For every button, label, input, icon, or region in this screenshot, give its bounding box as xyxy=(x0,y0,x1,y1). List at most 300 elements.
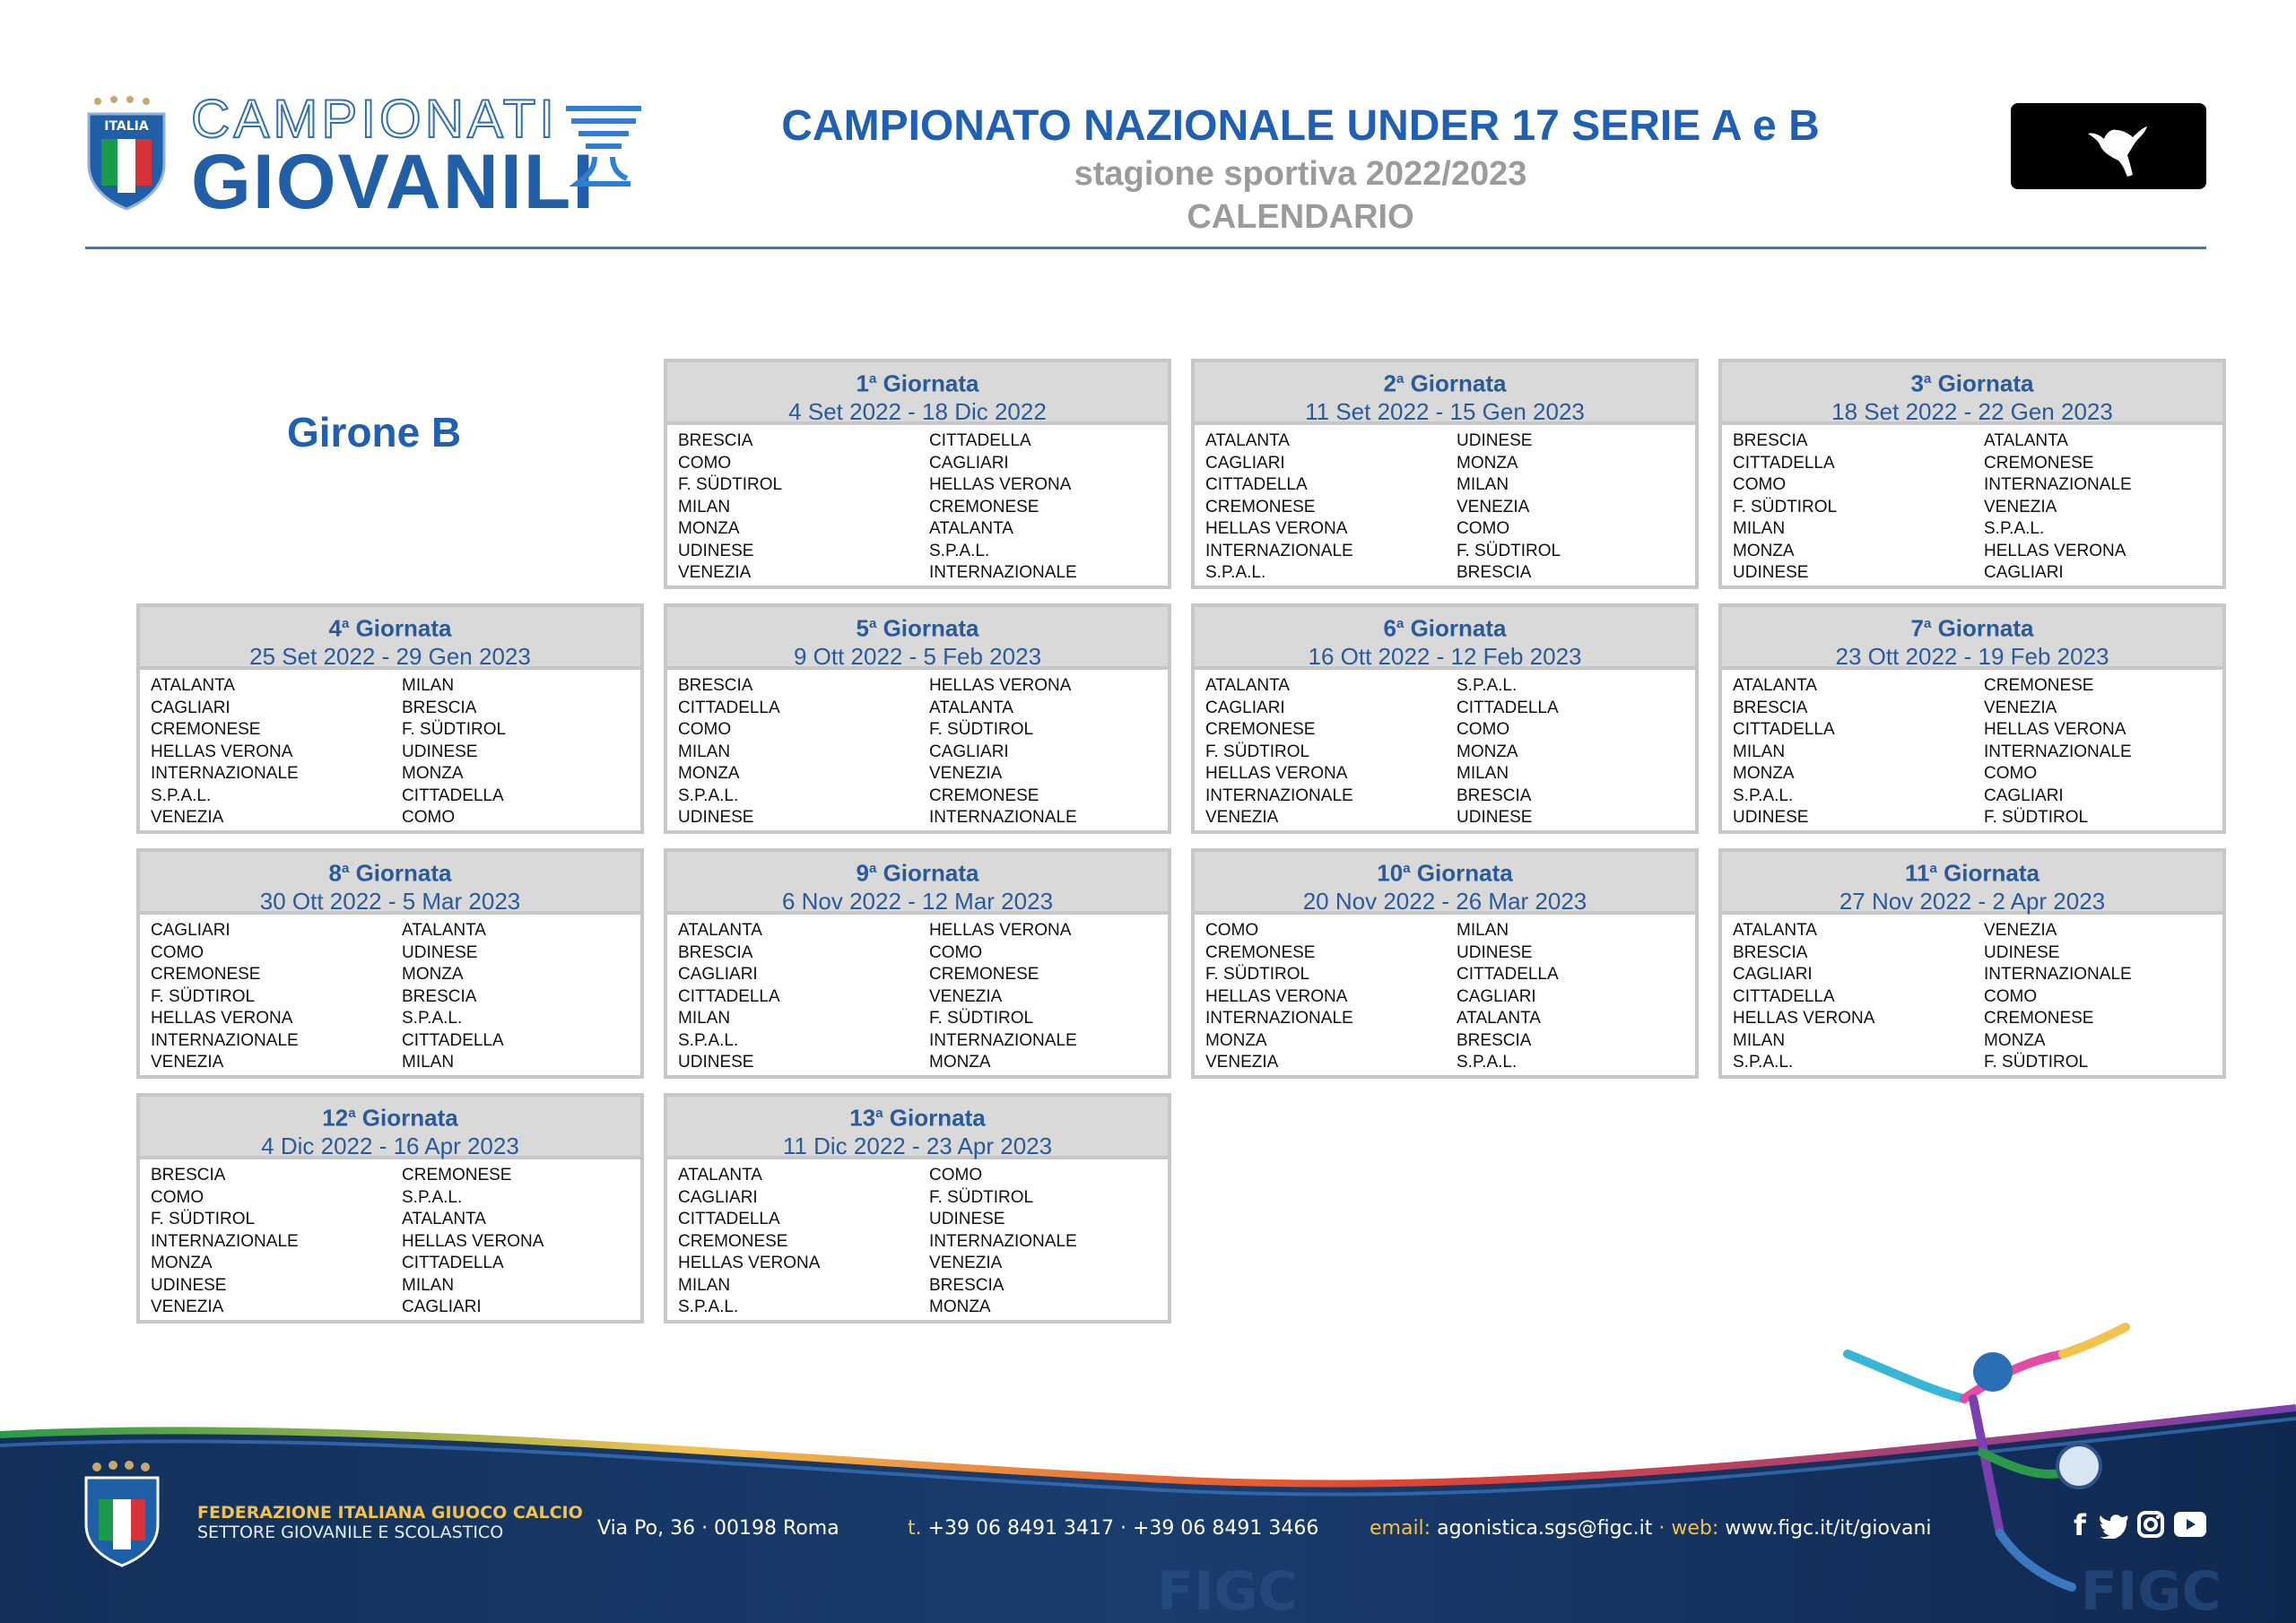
ordinal-indicator: a xyxy=(1396,616,1405,631)
round-9 xyxy=(664,848,1171,1079)
away-team: HELLAS VERONA xyxy=(1984,541,2126,560)
match-row xyxy=(1205,562,1695,585)
match-row xyxy=(678,453,1168,475)
match-row xyxy=(1205,675,1695,698)
away-team: S.P.A.L. xyxy=(402,1187,463,1207)
match-row xyxy=(678,807,1168,829)
round-title xyxy=(140,611,640,642)
match-row xyxy=(1733,742,2222,764)
match-row xyxy=(151,763,640,785)
away-team: CITTADELLA xyxy=(402,785,504,805)
italia-shield-icon xyxy=(85,94,168,211)
document-type: CALENDARIO xyxy=(1187,198,1414,236)
home-team: CAGLIARI xyxy=(1733,965,1813,984)
home-team: UDINESE xyxy=(1733,808,1809,827)
match-row xyxy=(1205,474,1695,497)
away-team: F. SÜDTIROL xyxy=(929,1009,1034,1028)
ordinal-indicator: a xyxy=(868,861,877,876)
home-team: HELLAS VERONA xyxy=(151,742,293,761)
match-row xyxy=(1733,964,2222,986)
away-team: CREMONESE xyxy=(929,785,1039,805)
round-dates: 4 Set 2022 - 18 Dic 2022 xyxy=(788,397,1047,425)
match-list xyxy=(667,425,1168,585)
home-team: MILAN xyxy=(1733,1030,1786,1050)
home-team: ATALANTA xyxy=(151,676,235,695)
match-row xyxy=(678,1008,1168,1030)
away-team: MONZA xyxy=(1457,742,1518,761)
match-row xyxy=(151,1052,640,1074)
round-header xyxy=(667,607,1168,670)
match-row xyxy=(678,1165,1168,1187)
round-3 xyxy=(1718,359,2226,589)
home-team: CAGLIARI xyxy=(678,1187,758,1207)
home-team: COMO xyxy=(1205,921,1259,940)
home-team: CREMONESE xyxy=(151,965,261,984)
round-label: Giornata xyxy=(889,1104,986,1132)
home-team: MONZA xyxy=(678,519,740,538)
match-row xyxy=(151,675,640,698)
web-link[interactable]: www.figc.it/it/giovani xyxy=(1725,1517,1932,1540)
ordinal-indicator: a xyxy=(348,1106,356,1121)
home-team: S.P.A.L. xyxy=(151,785,212,805)
match-row xyxy=(678,430,1168,453)
home-team: UDINESE xyxy=(678,808,754,827)
away-team: CAGLIARI xyxy=(929,742,1009,761)
away-team: BRESCIA xyxy=(402,986,477,1006)
home-team: BRESCIA xyxy=(1733,942,1808,962)
twitter-icon[interactable] xyxy=(2099,1512,2129,1539)
match-row xyxy=(1733,763,2222,785)
round-label: Giornata xyxy=(1410,369,1507,397)
away-team: CAGLIARI xyxy=(1984,563,2064,582)
home-team: VENEZIA xyxy=(151,1053,224,1072)
ordinal-indicator: a xyxy=(1923,616,1932,631)
home-team: VENEZIA xyxy=(1205,1053,1279,1072)
home-team: MONZA xyxy=(678,764,740,783)
match-row xyxy=(1733,541,2222,563)
youtube-icon[interactable] xyxy=(2174,1512,2206,1537)
round-number: 6 xyxy=(1383,614,1396,642)
home-team: MONZA xyxy=(1733,541,1795,560)
match-row xyxy=(678,1209,1168,1231)
away-team: VENEZIA xyxy=(1984,921,2057,940)
web-label: · web: xyxy=(1658,1517,1719,1540)
match-row xyxy=(678,763,1168,785)
home-team: S.P.A.L. xyxy=(678,1030,739,1050)
round-dates: 23 Ott 2022 - 19 Feb 2023 xyxy=(1835,642,2109,670)
round-header xyxy=(667,362,1168,425)
home-team: ATALANTA xyxy=(1733,676,1817,695)
round-header xyxy=(1195,607,1695,670)
round-dates: 11 Dic 2022 - 23 Apr 2023 xyxy=(782,1132,1053,1159)
home-team: VENEZIA xyxy=(151,1298,224,1316)
round-dates: 16 Ott 2022 - 12 Feb 2023 xyxy=(1308,642,1582,670)
round-7 xyxy=(1718,603,2226,834)
round-label: Giornata xyxy=(883,614,979,642)
match-row xyxy=(678,964,1168,986)
round-header xyxy=(140,852,640,915)
match-row xyxy=(151,1209,640,1231)
round-12 xyxy=(136,1093,644,1324)
away-team: UDINESE xyxy=(402,742,478,761)
away-team: MILAN xyxy=(1457,921,1509,940)
away-team: CREMONESE xyxy=(402,1166,512,1185)
away-team: MILAN xyxy=(402,1053,455,1072)
round-number: 11 xyxy=(1905,859,1930,887)
match-row xyxy=(1205,430,1695,453)
home-team: HELLAS VERONA xyxy=(678,1254,821,1272)
away-team: MILAN xyxy=(1457,764,1509,783)
away-team: INTERNAZIONALE xyxy=(1984,965,2132,984)
round-label: Giornata xyxy=(355,859,452,887)
match-row xyxy=(151,698,640,720)
away-team: ATALANTA xyxy=(402,1210,486,1228)
home-team: ATALANTA xyxy=(1205,676,1290,695)
away-team: UDINESE xyxy=(1984,942,2060,962)
match-row xyxy=(151,1253,640,1275)
round-header xyxy=(667,852,1168,915)
home-team: CREMONESE xyxy=(1205,497,1316,516)
match-row xyxy=(678,518,1168,541)
ordinal-indicator: a xyxy=(875,1106,883,1121)
home-team: MONZA xyxy=(1733,764,1795,783)
away-team: MONZA xyxy=(402,965,464,984)
home-team: INTERNAZIONALE xyxy=(1205,541,1353,560)
home-team: MILAN xyxy=(678,497,731,516)
away-team: HELLAS VERONA xyxy=(1984,720,2126,739)
match-row xyxy=(1205,964,1695,986)
home-team: INTERNAZIONALE xyxy=(1205,785,1353,805)
match-row xyxy=(151,1187,640,1210)
match-row xyxy=(678,1231,1168,1254)
home-team: VENEZIA xyxy=(1205,808,1279,827)
match-row xyxy=(678,562,1168,585)
home-team: CAGLIARI xyxy=(678,965,758,984)
match-row xyxy=(151,807,640,829)
page-title: CAMPIONATO NAZIONALE UNDER 17 SERIE A e B xyxy=(781,102,1820,150)
home-team: CAGLIARI xyxy=(151,921,230,940)
away-team: VENEZIA xyxy=(1984,698,2057,717)
match-row xyxy=(1733,942,2222,965)
round-13 xyxy=(664,1093,1171,1324)
ordinal-indicator: a xyxy=(868,371,877,386)
away-team: CREMONESE xyxy=(929,497,1039,516)
round-title xyxy=(667,1100,1168,1132)
match-row xyxy=(678,474,1168,497)
match-row xyxy=(678,1297,1168,1319)
away-team: HELLAS VERONA xyxy=(402,1231,544,1251)
away-team: UDINESE xyxy=(1457,808,1533,827)
match-row xyxy=(678,920,1168,942)
match-list xyxy=(140,670,640,829)
home-team: HELLAS VERONA xyxy=(1205,519,1348,538)
match-list xyxy=(140,1159,640,1319)
away-team: VENEZIA xyxy=(929,764,1003,783)
home-team: BRESCIA xyxy=(678,431,753,450)
match-list xyxy=(140,915,640,1074)
match-row xyxy=(1733,1030,2222,1053)
away-team: F. SÜDTIROL xyxy=(402,720,507,739)
home-team: INTERNAZIONALE xyxy=(151,764,299,783)
round-number: 13 xyxy=(849,1104,876,1132)
match-row xyxy=(151,1231,640,1254)
match-row xyxy=(1733,986,2222,1009)
match-row xyxy=(1205,453,1695,475)
federation-sector: SETTORE GIOVANILE E SCOLASTICO xyxy=(197,1523,504,1542)
away-team: F. SÜDTIROL xyxy=(1984,808,2089,827)
match-row xyxy=(1205,497,1695,519)
home-team: BRESCIA xyxy=(1733,431,1808,450)
away-team: HELLAS VERONA xyxy=(929,921,1072,940)
round-number: 7 xyxy=(1910,614,1924,642)
match-row xyxy=(1733,430,2222,453)
away-team: S.P.A.L. xyxy=(1457,1053,1518,1072)
match-row xyxy=(1733,807,2222,829)
away-team: COMO xyxy=(929,942,983,962)
match-row xyxy=(1205,1008,1695,1030)
home-team: S.P.A.L. xyxy=(1733,1053,1794,1072)
match-row xyxy=(151,785,640,808)
round-2 xyxy=(1191,359,1699,589)
match-list xyxy=(1722,670,2222,829)
round-number: 9 xyxy=(856,859,869,887)
away-team: CITTADELLA xyxy=(402,1254,504,1272)
away-team: CAGLIARI xyxy=(929,453,1009,473)
match-row xyxy=(1205,1030,1695,1053)
home-team: CAGLIARI xyxy=(1205,698,1285,717)
home-team: ATALANTA xyxy=(1205,431,1290,450)
home-team: MONZA xyxy=(151,1254,213,1272)
home-team: MILAN xyxy=(678,742,731,761)
round-number: 12 xyxy=(322,1104,349,1132)
away-team: ATALANTA xyxy=(402,921,486,940)
away-team: BRESCIA xyxy=(402,698,477,717)
match-row xyxy=(151,986,640,1009)
home-team: F. SÜDTIROL xyxy=(1205,965,1310,984)
match-row xyxy=(1733,562,2222,585)
round-10 xyxy=(1191,848,1699,1079)
home-team: VENEZIA xyxy=(678,563,752,582)
home-team: COMO xyxy=(1733,475,1787,494)
home-team: CAGLIARI xyxy=(1205,453,1285,473)
away-team: INTERNAZIONALE xyxy=(929,808,1077,827)
round-11 xyxy=(1718,848,2226,1079)
away-team: MONZA xyxy=(402,764,464,783)
match-list xyxy=(1722,915,2222,1074)
match-row xyxy=(678,675,1168,698)
away-team: S.P.A.L. xyxy=(402,1009,463,1028)
round-dates: 6 Nov 2022 - 12 Mar 2023 xyxy=(781,887,1054,915)
match-row xyxy=(1733,920,2222,942)
round-dates: 27 Nov 2022 - 2 Apr 2023 xyxy=(1839,887,2106,915)
email-link[interactable]: agonistica.sgs@figc.it xyxy=(1437,1517,1653,1540)
home-team: UDINESE xyxy=(678,1053,754,1072)
match-row xyxy=(1205,807,1695,829)
round-title xyxy=(1722,611,2222,642)
match-row xyxy=(678,785,1168,808)
match-row xyxy=(1733,698,2222,720)
round-title xyxy=(1722,855,2222,887)
home-team: MILAN xyxy=(678,1275,731,1295)
girone-title: Girone B xyxy=(287,409,462,456)
match-row xyxy=(1205,942,1695,965)
match-row xyxy=(1205,719,1695,742)
away-team: COMO xyxy=(1457,720,1510,739)
ordinal-indicator: a xyxy=(1403,861,1411,876)
federation-name: FEDERAZIONE ITALIANA GIUOCO CALCIO xyxy=(197,1503,583,1523)
round-title xyxy=(667,855,1168,887)
round-title xyxy=(1195,366,1695,397)
round-title xyxy=(140,1100,640,1132)
home-team: S.P.A.L. xyxy=(678,785,739,805)
away-team: VENEZIA xyxy=(929,986,1003,1006)
home-team: CITTADELLA xyxy=(678,986,780,1006)
round-header xyxy=(1195,362,1695,425)
home-team: F. SÜDTIROL xyxy=(151,986,256,1006)
round-number: 2 xyxy=(1383,369,1396,397)
round-dates: 18 Set 2022 - 22 Gen 2023 xyxy=(1831,397,2113,425)
footer-phone xyxy=(908,1517,1318,1540)
round-dates: 25 Set 2022 - 29 Gen 2023 xyxy=(249,642,531,670)
home-team: ATALANTA xyxy=(678,1166,762,1185)
away-team: HELLAS VERONA xyxy=(929,475,1072,494)
away-team: CITTADELLA xyxy=(402,1030,504,1050)
facebook-icon[interactable]: f xyxy=(2074,1508,2086,1542)
away-team: CREMONESE xyxy=(929,965,1039,984)
home-team: UDINESE xyxy=(1733,563,1809,582)
round-4 xyxy=(136,603,644,834)
round-number: 8 xyxy=(328,859,342,887)
away-team: CITTADELLA xyxy=(929,431,1031,450)
round-label: Giornata xyxy=(361,1104,458,1132)
away-team: ATALANTA xyxy=(929,698,1013,717)
home-team: COMO xyxy=(678,720,732,739)
away-team: VENEZIA xyxy=(1457,497,1530,516)
home-team: CITTADELLA xyxy=(1733,720,1835,739)
match-row xyxy=(1205,742,1695,764)
home-team: BRESCIA xyxy=(1733,698,1808,717)
away-team: BRESCIA xyxy=(929,1275,1004,1295)
home-team: CREMONESE xyxy=(151,720,261,739)
away-team: CITTADELLA xyxy=(1457,965,1559,984)
match-row xyxy=(678,742,1168,764)
away-team: INTERNAZIONALE xyxy=(1984,742,2132,761)
match-row xyxy=(151,942,640,965)
away-team: VENEZIA xyxy=(929,1254,1003,1272)
match-row xyxy=(1733,1008,2222,1030)
match-row xyxy=(151,1030,640,1053)
match-row xyxy=(678,986,1168,1009)
away-team: HELLAS VERONA xyxy=(929,676,1072,695)
round-label: Giornata xyxy=(883,369,979,397)
round-label: Giornata xyxy=(1416,859,1513,887)
home-team: HELLAS VERONA xyxy=(151,1009,293,1028)
away-team: MONZA xyxy=(1457,453,1518,473)
home-team: CITTADELLA xyxy=(1205,475,1308,494)
home-team: HELLAS VERONA xyxy=(1733,1009,1875,1028)
round-number: 3 xyxy=(1910,369,1924,397)
round-title xyxy=(667,611,1168,642)
match-list xyxy=(667,915,1168,1074)
away-team: CAGLIARI xyxy=(402,1298,482,1316)
home-team: VENEZIA xyxy=(151,808,224,827)
away-team: F. SÜDTIROL xyxy=(1457,541,1561,560)
away-team: MONZA xyxy=(1984,1030,2046,1050)
brand-top-text: CAMPIONATI xyxy=(191,89,558,149)
campionati-giovanili-logo xyxy=(85,76,668,225)
home-team: BRESCIA xyxy=(678,942,753,962)
home-team: CREMONESE xyxy=(678,1231,788,1251)
away-team: S.P.A.L. xyxy=(1457,676,1518,695)
away-team: COMO xyxy=(1984,986,2038,1006)
match-row xyxy=(151,1297,640,1319)
home-team: INTERNAZIONALE xyxy=(1205,1009,1353,1028)
round-label: Giornata xyxy=(883,859,979,887)
away-team: UDINESE xyxy=(402,942,478,962)
away-team: INTERNAZIONALE xyxy=(929,1030,1077,1050)
away-team: MILAN xyxy=(402,1275,455,1295)
player-illustration xyxy=(1839,1318,2161,1605)
round-title xyxy=(1195,611,1695,642)
home-team: S.P.A.L. xyxy=(1205,563,1266,582)
instagram-icon[interactable] xyxy=(2136,1510,2165,1539)
round-header xyxy=(1195,852,1695,915)
home-team: CREMONESE xyxy=(1205,720,1316,739)
match-list xyxy=(1195,915,1695,1074)
away-team: COMO xyxy=(929,1166,983,1185)
away-team: F. SÜDTIROL xyxy=(929,720,1034,739)
brand-bottom-text: GIOVANILI xyxy=(191,139,596,225)
away-team: BRESCIA xyxy=(1457,1030,1532,1050)
match-row xyxy=(151,920,640,942)
round-header xyxy=(1722,362,2222,425)
away-team: INTERNAZIONALE xyxy=(929,563,1077,582)
match-row xyxy=(678,1030,1168,1053)
match-row xyxy=(678,541,1168,563)
away-team: F. SÜDTIROL xyxy=(1984,1053,2089,1072)
ordinal-indicator: a xyxy=(341,861,350,876)
home-team: COMO xyxy=(151,942,204,962)
ordinal-indicator: a xyxy=(1923,371,1932,386)
away-team: BRESCIA xyxy=(1457,785,1532,805)
round-label: Giornata xyxy=(1937,369,2034,397)
away-team: S.P.A.L. xyxy=(1984,519,2045,538)
away-team: COMO xyxy=(1984,764,2038,783)
ordinal-indicator: a xyxy=(868,616,877,631)
footer-watermark-right: FIGC xyxy=(2081,1560,2222,1623)
ordinal-indicator: a xyxy=(1929,861,1937,876)
match-row xyxy=(678,942,1168,965)
match-row xyxy=(678,1253,1168,1275)
ordinal-indicator: a xyxy=(1396,371,1405,386)
away-team: COMO xyxy=(402,808,456,827)
round-title xyxy=(667,366,1168,397)
away-team: VENEZIA xyxy=(1984,497,2057,516)
round-dates: 9 Ott 2022 - 5 Feb 2023 xyxy=(793,642,1042,670)
away-team: MONZA xyxy=(929,1298,991,1316)
round-label: Giornata xyxy=(1944,859,2039,887)
round-header xyxy=(140,1097,640,1159)
match-row xyxy=(1733,785,2222,808)
match-row xyxy=(1205,1052,1695,1074)
away-team: MONZA xyxy=(929,1053,991,1072)
away-team: CAGLIARI xyxy=(1984,785,2064,805)
round-5 xyxy=(664,603,1171,834)
match-list xyxy=(667,670,1168,829)
match-row xyxy=(678,719,1168,742)
ordinal-indicator: a xyxy=(341,616,350,631)
home-team: UDINESE xyxy=(151,1275,227,1295)
